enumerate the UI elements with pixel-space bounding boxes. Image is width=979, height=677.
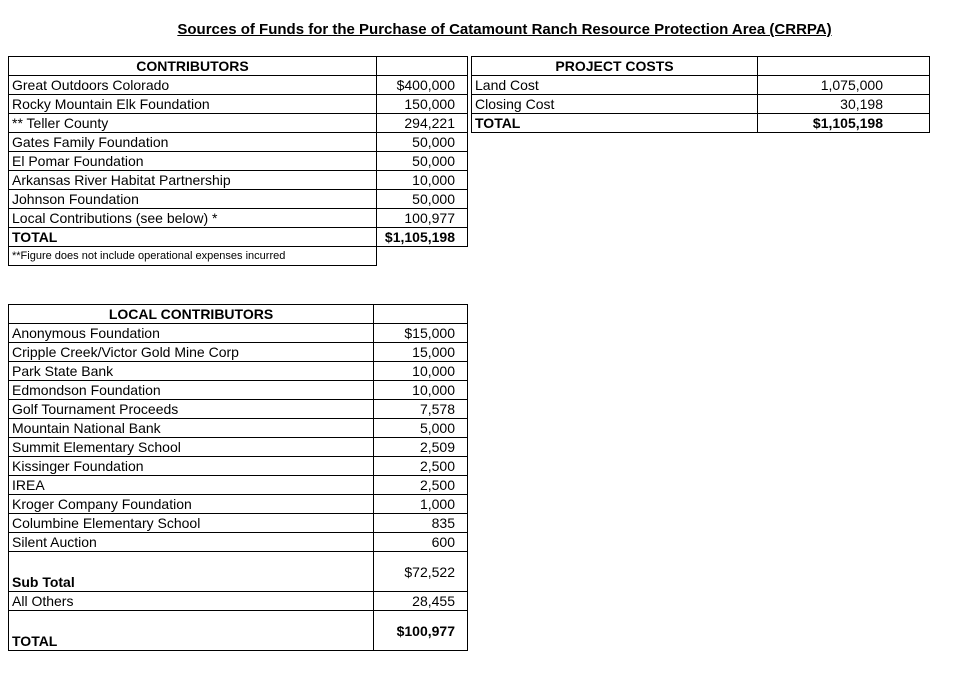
table-row [9,209,468,228]
table-row [9,552,468,592]
contributors-header-row [9,57,468,76]
table-row [9,95,468,114]
project-costs-header-row [472,57,930,76]
row-label: Sub Total [9,552,374,592]
local-contributors-header-empty-cell [374,305,468,324]
table-row [9,592,468,611]
row-label: Golf Tournament Proceeds [9,400,374,419]
row-label: Park State Bank [9,362,374,381]
table-row [9,611,468,651]
contributors-table [8,56,468,266]
table-row [9,114,468,133]
table-row [9,133,468,152]
table-row [9,76,468,95]
row-label: Gates Family Foundation [9,133,377,152]
row-label: Kroger Company Foundation [9,495,374,514]
table-row [9,324,468,343]
row-amount: 50,000 [377,152,468,171]
row-amount: $400,000 [377,76,468,95]
local-contributors-rows [9,324,468,651]
row-label: Closing Cost [472,95,758,114]
row-label: All Others [9,592,374,611]
table-row [9,476,468,495]
row-amount: 1,075,000 [758,76,930,95]
row-amount: $1,105,198 [377,228,468,247]
row-label: Local Contributions (see below) * [9,209,377,228]
row-amount: 10,000 [374,381,468,400]
row-label: Kissinger Foundation [9,457,374,476]
row-amount: 15,000 [374,343,468,362]
contributors-header-empty-cell [377,57,468,76]
footnote-empty-cell [377,247,468,266]
row-amount: 2,500 [374,457,468,476]
row-amount: 2,509 [374,438,468,457]
table-row [9,190,468,209]
row-label: Columbine Elementary School [9,514,374,533]
table-row [9,533,468,552]
row-label: Cripple Creek/Victor Gold Mine Corp [9,343,374,362]
row-label: ** Teller County [9,114,377,133]
table-row [9,514,468,533]
local-contributors-table [8,304,468,651]
row-amount: $72,522 [374,552,468,592]
row-label: IREA [9,476,374,495]
page-title: Sources of Funds for the Purchase of Catamount Ranch Resource Protection Area (CRRPA) [177,21,832,38]
row-amount: 30,198 [758,95,930,114]
table-row [9,228,468,247]
row-amount: 835 [374,514,468,533]
project-costs-header-empty-cell [758,57,930,76]
row-label: El Pomar Foundation [9,152,377,171]
project-costs-header: PROJECT COSTS [472,57,758,76]
row-label: Great Outdoors Colorado [9,76,377,95]
table-row [9,171,468,190]
row-amount: 600 [374,533,468,552]
row-amount: 100,977 [377,209,468,228]
footnote-text: **Figure does not include operational expenses incurred [9,247,377,266]
row-amount: 7,578 [374,400,468,419]
project-costs-table [471,56,930,133]
row-amount: 50,000 [377,190,468,209]
project-costs-rows [472,76,930,133]
contributors-header: CONTRIBUTORS [9,57,377,76]
row-amount: 50,000 [377,133,468,152]
row-label: Summit Elementary School [9,438,374,457]
table-row [472,114,930,133]
table-row [9,495,468,514]
local-contributors-header-row [9,305,468,324]
row-label: Rocky Mountain Elk Foundation [9,95,377,114]
row-amount: 28,455 [374,592,468,611]
row-label: Edmondson Foundation [9,381,374,400]
table-row [9,438,468,457]
row-amount: 294,221 [377,114,468,133]
table-row [9,419,468,438]
table-row [9,400,468,419]
row-label: TOTAL [9,228,377,247]
row-label: Land Cost [472,76,758,95]
row-amount: $15,000 [374,324,468,343]
row-amount: $100,977 [374,611,468,651]
row-amount: 10,000 [374,362,468,381]
table-row [472,95,930,114]
row-amount: 1,000 [374,495,468,514]
row-label: Mountain National Bank [9,419,374,438]
row-amount: 5,000 [374,419,468,438]
table-row [9,457,468,476]
table-row [9,152,468,171]
table-row [472,76,930,95]
contributors-rows [9,76,468,247]
row-label: Anonymous Foundation [9,324,374,343]
row-label: Arkansas River Habitat Partnership [9,171,377,190]
contributors-footnote-row [9,247,468,266]
local-contributors-header: LOCAL CONTRIBUTORS [9,305,374,324]
row-amount: 150,000 [377,95,468,114]
row-label: Johnson Foundation [9,190,377,209]
table-row [9,343,468,362]
table-row [9,381,468,400]
row-amount: 2,500 [374,476,468,495]
table-row [9,362,468,381]
row-amount: $1,105,198 [758,114,930,133]
row-label: TOTAL [9,611,374,651]
row-label: TOTAL [472,114,758,133]
row-label: Silent Auction [9,533,374,552]
row-amount: 10,000 [377,171,468,190]
